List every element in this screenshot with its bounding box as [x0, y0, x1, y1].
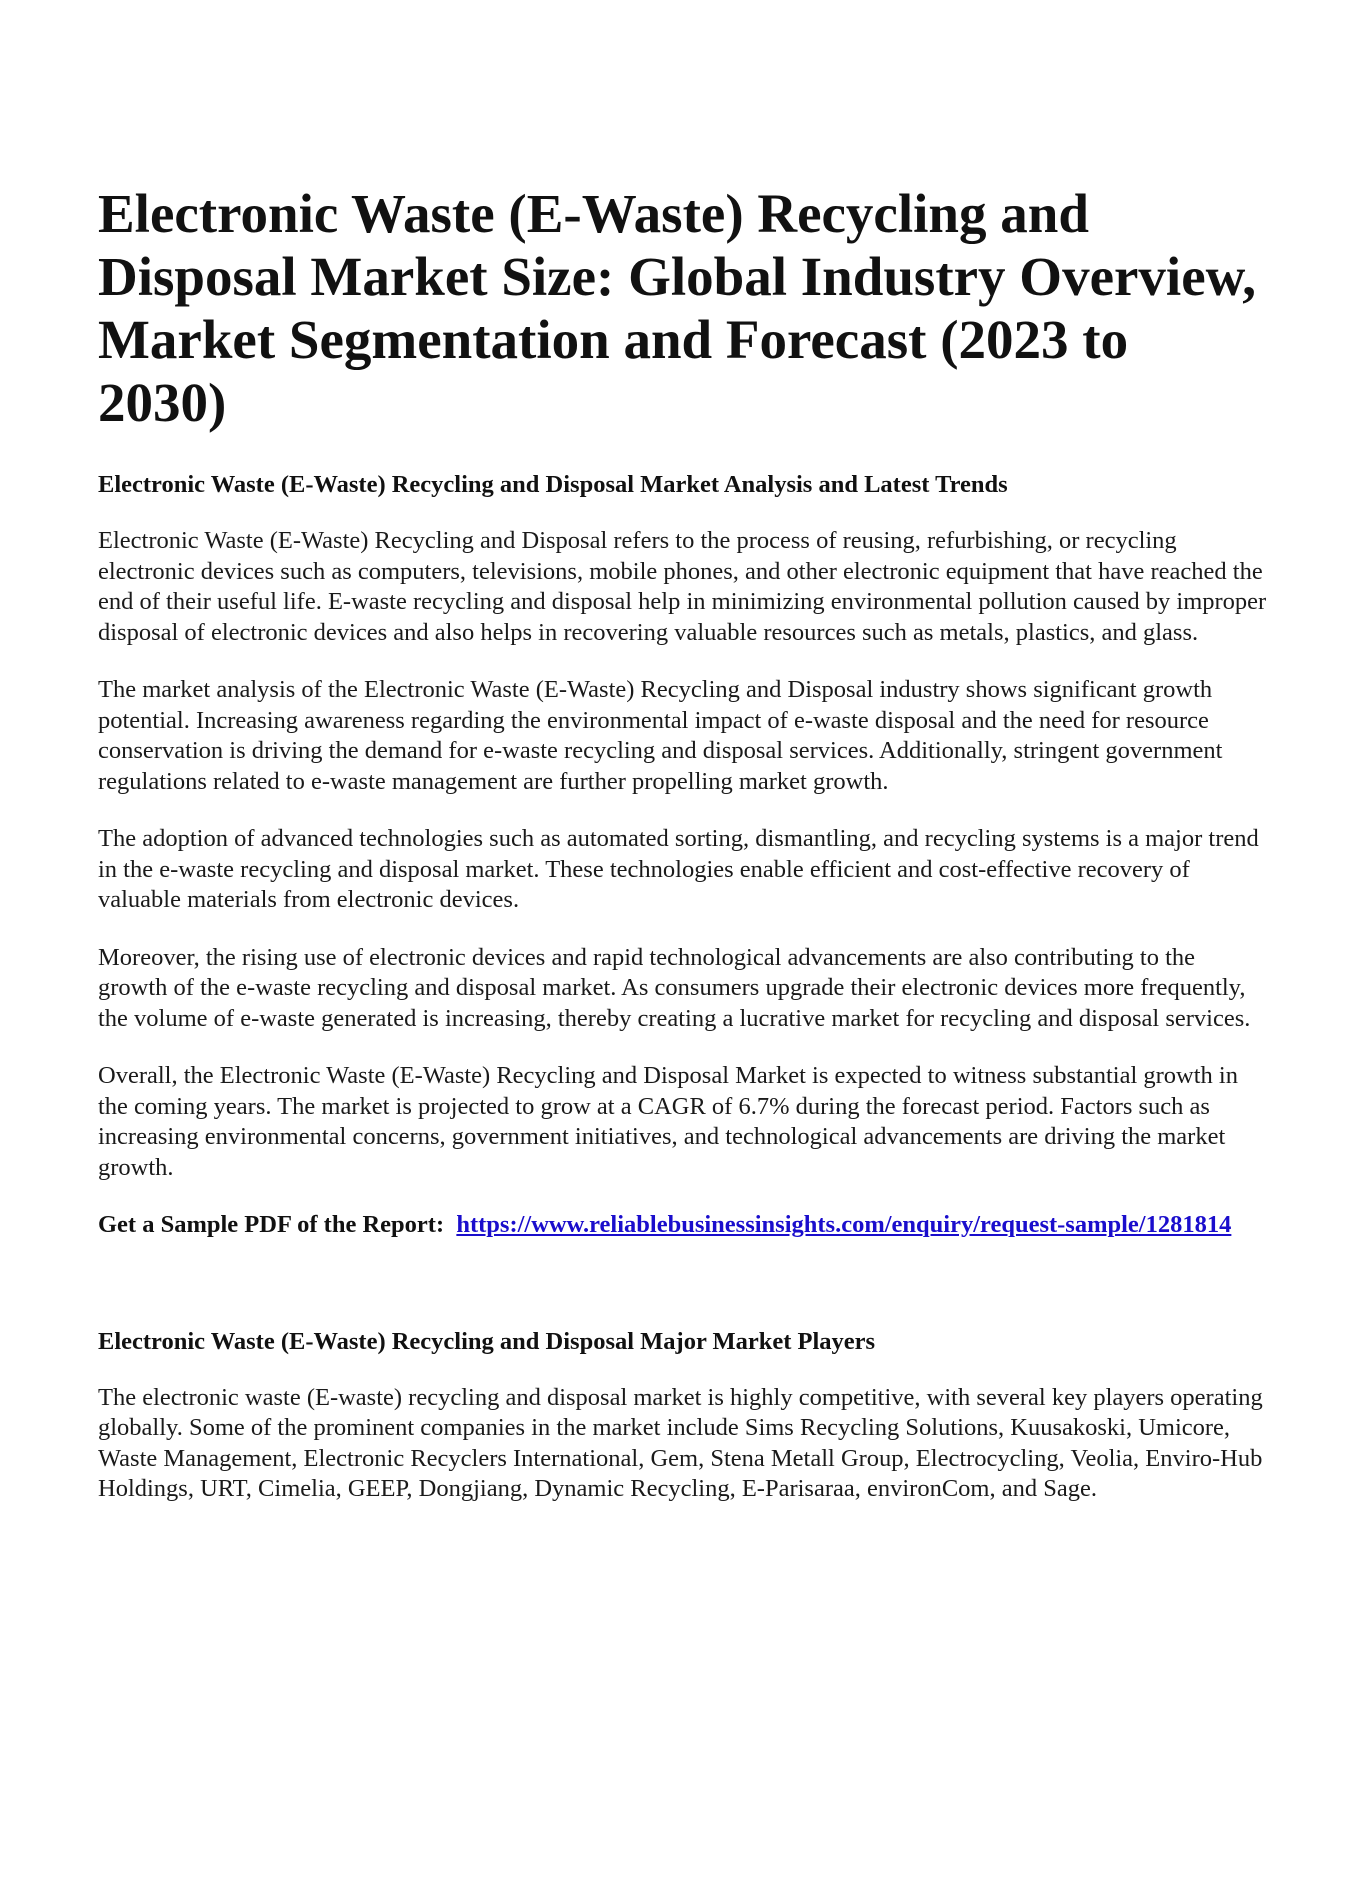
paragraph-outlook: Overall, the Electronic Waste (E-Waste) Recycling and Disposal Market is expected to witness substantial growth in the coming years. The market is projected to grow at a CAGR of 6.7% during the forecast period. Factors such as increasing environmental concerns, government initiatives, and technological advancements are driving the market growth.	[98, 1062, 1238, 1181]
document-title: Electronic Waste (E-Waste) Recycling and Disposal Market Size: Global Industry Overview, Market Segmentation and Forecast (2023 to 2030)	[98, 183, 1257, 433]
paragraph-growth-drivers: Moreover, the rising use of electronic devices and rapid technological advancements are also contributing to the growth of the e-waste recycling and disposal market. As consumers upgrade their electronic devices more frequently, the volume of e-waste generated is increasing, thereby creating a lucrative market for recycling and disposal services.	[98, 943, 1251, 1032]
paragraph-technology-trend: The adoption of advanced technologies such as automated sorting, dismantling, and recycling systems is a major trend in the e-waste recycling and disposal market. These technologies enable efficient and cost-effective recovery of valuable materials from electronic devices.	[98, 825, 1259, 913]
paragraph-definition: Electronic Waste (E-Waste) Recycling and Disposal refers to the process of reusing, refurbishing, or recycling electronic devices such as computers, televisions, mobile phones, and other electronic equipment that have reached the end of their useful life. E-waste recycling and disposal help in minimizing environmental pollution caused by improper disposal of electronic devices and also helps in recovering valuable resources such as metals, plastics, and glass.	[98, 527, 1267, 646]
paragraph-market-players: The electronic waste (E-waste) recycling and disposal market is highly competitive, with several key players operating globally. Some of the prominent companies in the market include Sims Recycling Solutions, Kuusakoski, Umicore, Waste Management, Electronic Recyclers International, Gem, Stena Metall Group, Electrocycling, Veolia, Enviro-Hub Holdings, URT, Cimelia, GEEP, Dongjiang, Dynamic Recycling, E-Parisaraa, environCom, and Sage.	[98, 1383, 1263, 1502]
document-page	[98, 182, 1268, 1505]
sample-pdf-label: Get a Sample PDF of the Report:	[98, 1211, 445, 1238]
section-heading-players: Electronic Waste (E-Waste) Recycling and Disposal Major Market Players	[98, 1327, 876, 1355]
paragraph-market-analysis: The market analysis of the Electronic Waste (E-Waste) Recycling and Disposal industry shows significant growth potential. Increasing awareness regarding the environmental impact of e-waste disposal and the need for resource conservation is driving the demand for e-waste recycling and disposal services. Additionally, stringent government regulations related to e-waste management are further propelling market growth.	[98, 676, 1223, 795]
sample-pdf-link[interactable]: https://www.reliablebusinessinsights.com/enquiry/request-sample/1281814	[456, 1211, 1232, 1238]
section-heading-analysis: Electronic Waste (E-Waste) Recycling and Disposal Market Analysis and Latest Trends	[98, 471, 1008, 498]
sample-pdf-line	[98, 1210, 1268, 1241]
